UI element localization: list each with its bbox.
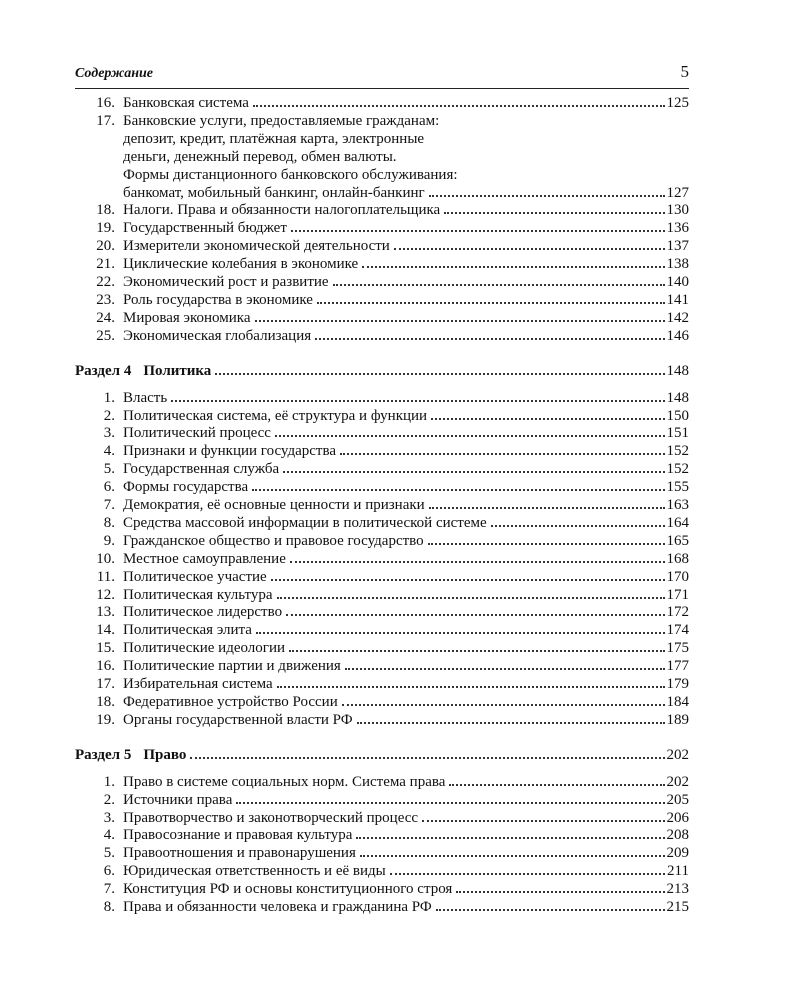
- entry-number: 9.: [103, 532, 115, 549]
- entry-number: 5.: [103, 461, 115, 478]
- entry-body: [123, 712, 689, 730]
- entry-number: 17.: [96, 676, 115, 693]
- entry-page-number: 165: [666, 532, 689, 549]
- entry-body: [123, 676, 689, 694]
- toc-entry: [75, 899, 689, 917]
- entry-last-line: [123, 881, 689, 899]
- dot-leader: [428, 543, 665, 545]
- entry-last-line: [123, 658, 689, 676]
- entry-number: 15.: [96, 640, 115, 657]
- toc-entry: [75, 810, 689, 828]
- entry-body: [123, 640, 689, 658]
- entry-title: Демократия, её основные ценности и признаки: [123, 497, 425, 514]
- entry-page-number: 152: [666, 461, 689, 478]
- entry-page-number: 142: [666, 309, 689, 326]
- entry-title: Политические идеологии: [123, 640, 285, 657]
- entry-title: Избирательная система: [123, 676, 273, 693]
- entry-title: Права и обязанности человека и гражданина РФ: [123, 899, 432, 916]
- entry-title: Налоги. Права и обязанности налогоплательщика: [123, 202, 441, 219]
- entry-last-line: [123, 256, 689, 274]
- toc-entry: [75, 408, 689, 426]
- toc-entry: [75, 328, 689, 346]
- entry-body: [123, 497, 689, 515]
- entry-body: [123, 533, 689, 551]
- entry-number: 23.: [96, 291, 115, 308]
- entry-last-line: [123, 515, 689, 533]
- toc-entry: [75, 310, 689, 328]
- dot-leader: [255, 320, 665, 322]
- entry-body: [123, 792, 689, 810]
- entry-title: Средства массовой информации в политической системе: [123, 514, 487, 531]
- toc-entry: [75, 443, 689, 461]
- toc-entry: [75, 425, 689, 443]
- entry-number: 7.: [103, 881, 115, 898]
- entry-page-number: 137: [666, 238, 689, 255]
- entry-last-line: [123, 810, 689, 828]
- section-title: Право: [143, 746, 187, 763]
- entry-page-number: 164: [666, 514, 689, 531]
- entry-last-line: [123, 328, 689, 346]
- entry-page-number: 175: [666, 640, 689, 657]
- entry-last-line: [123, 622, 689, 640]
- section-page-number: 148: [666, 362, 689, 379]
- entry-last-line: [123, 676, 689, 694]
- entry-number: 5.: [103, 845, 115, 862]
- dot-leader: [236, 802, 664, 804]
- entry-title: Местное самоуправление: [123, 550, 286, 567]
- dot-leader: [277, 597, 665, 599]
- entry-body: [123, 899, 689, 917]
- section-page-number: 202: [666, 746, 689, 763]
- entry-last-line: [123, 569, 689, 587]
- entry-title: Признаки и функции государства: [123, 443, 337, 460]
- entry-title: Политическая элита: [123, 622, 252, 639]
- entry-title: Государственный бюджет: [123, 220, 287, 237]
- entry-title: Федеративное устройство России: [123, 694, 338, 710]
- entry-page-number: 208: [666, 827, 689, 844]
- entry-number: 4.: [103, 443, 115, 460]
- entry-body: [123, 274, 689, 292]
- entry-page-number: 136: [666, 220, 689, 237]
- entry-last-line: [123, 774, 689, 792]
- dot-leader: [422, 820, 664, 822]
- toc-entry: [75, 390, 689, 408]
- entry-page-number: 206: [666, 809, 689, 826]
- entry-last-line: [123, 533, 689, 551]
- entry-body: [123, 408, 689, 426]
- entry-body: [123, 827, 689, 845]
- entry-number: 13.: [96, 604, 115, 621]
- running-head: [75, 62, 689, 89]
- toc-entry: [75, 551, 689, 569]
- entry-last-line: [123, 185, 689, 203]
- dot-leader: [456, 891, 664, 893]
- entry-page-number: 179: [666, 676, 689, 693]
- entry-number: 20.: [96, 238, 115, 255]
- entry-body: [123, 425, 689, 443]
- entry-page-number: 163: [666, 497, 689, 514]
- dot-leader: [252, 489, 664, 491]
- entry-last-line: [123, 443, 689, 461]
- entry-page-number: 205: [666, 791, 689, 808]
- dot-leader: [275, 435, 665, 437]
- entry-page-number: 177: [666, 658, 689, 675]
- dot-leader: [215, 373, 664, 375]
- entry-body: [123, 220, 689, 238]
- entry-title: Право в системе социальных норм. Система права: [123, 773, 446, 790]
- toc-entry: [75, 863, 689, 881]
- entry-page-number: 189: [666, 711, 689, 728]
- entry-number: 11.: [96, 568, 115, 585]
- entry-body: [123, 479, 689, 497]
- entry-number: 4.: [103, 827, 115, 844]
- entry-number: 8.: [103, 899, 115, 916]
- entry-body: [123, 845, 689, 863]
- toc-entry: [75, 881, 689, 899]
- toc-entry: [75, 827, 689, 845]
- entry-number: 17.: [96, 112, 115, 129]
- entry-page-number: 130: [666, 202, 689, 219]
- entry-title: Правоотношения и правонарушения: [123, 845, 356, 862]
- toc-entry: [75, 587, 689, 605]
- entry-last-line: [123, 292, 689, 310]
- entry-title: Роль государства в экономике: [123, 291, 313, 308]
- entry-number: 1.: [103, 773, 115, 790]
- toc-entry: [75, 676, 689, 694]
- entry-body: [123, 604, 689, 622]
- entry-last-line: [123, 845, 689, 863]
- dot-leader: [253, 105, 665, 107]
- entry-number: 22.: [96, 274, 115, 291]
- entry-number: 14.: [96, 622, 115, 639]
- section-label: Раздел 5: [75, 746, 132, 763]
- entry-body: [123, 202, 689, 220]
- entry-title: Политический процесс: [123, 425, 271, 442]
- toc-entry: [75, 640, 689, 658]
- entry-body: [123, 569, 689, 587]
- entry-body: [123, 881, 689, 899]
- toc-entry: [75, 292, 689, 310]
- toc-entry: [75, 622, 689, 640]
- entry-body: [123, 587, 689, 605]
- entry-title: банкомат, мобильный банкинг, онлайн-банкинг: [123, 184, 425, 201]
- entry-title: Измерители экономической деятельности: [123, 238, 390, 255]
- entry-last-line: [123, 863, 689, 881]
- entry-last-line: [123, 390, 689, 408]
- toc-entry: [75, 533, 689, 551]
- entry-number: 16.: [96, 658, 115, 675]
- entry-last-line: [123, 694, 689, 712]
- dot-leader: [436, 909, 665, 911]
- dot-leader: [390, 873, 665, 875]
- toc-entry: [75, 694, 689, 712]
- book-page: [75, 62, 689, 917]
- toc-entry: [75, 515, 689, 533]
- section-title: Политика: [143, 362, 212, 379]
- toc-entry: [75, 238, 689, 256]
- entry-last-line: [123, 640, 689, 658]
- toc-entry: [75, 845, 689, 863]
- entry-number: 18.: [96, 202, 115, 219]
- running-head-title: Содержание: [75, 66, 153, 81]
- entry-number: 6.: [103, 479, 115, 496]
- entry-title-line: деньги, денежный перевод, обмен валюты.: [123, 148, 397, 165]
- section-heading: [75, 747, 689, 765]
- entry-body: [123, 390, 689, 408]
- entry-number: 18.: [96, 694, 115, 710]
- dot-leader: [340, 453, 664, 455]
- entry-number: 6.: [103, 863, 115, 880]
- entry-last-line: [123, 827, 689, 845]
- entry-page-number: 209: [666, 845, 689, 862]
- dot-leader: [360, 855, 665, 857]
- toc-entry: [75, 461, 689, 479]
- entry-page-number: 155: [666, 479, 689, 496]
- entry-last-line: [123, 238, 689, 256]
- entry-page-number: 127: [666, 184, 689, 201]
- entry-title: Политическая система, её структура и функции: [123, 407, 428, 424]
- entry-last-line: [123, 202, 689, 220]
- entry-page-number: 171: [666, 586, 689, 603]
- entry-number: 16.: [96, 95, 115, 111]
- entry-number: 21.: [96, 256, 115, 273]
- dot-leader: [429, 507, 665, 509]
- entry-last-line: [123, 587, 689, 605]
- entry-body: [123, 256, 689, 274]
- entry-number: 1.: [103, 389, 115, 406]
- entry-body: [123, 461, 689, 479]
- toc-entry: [75, 569, 689, 587]
- entry-title: Гражданское общество и правовое государство: [123, 532, 424, 549]
- dot-leader: [291, 230, 665, 232]
- entry-last-line: [123, 95, 689, 113]
- toc-entry: [75, 220, 689, 238]
- entry-body: [123, 443, 689, 461]
- entry-number: 25.: [96, 327, 115, 344]
- entry-body: [123, 622, 689, 640]
- entry-number: 7.: [103, 497, 115, 514]
- entry-title: Государственная служба: [123, 461, 280, 478]
- entry-page-number: 184: [666, 694, 689, 710]
- entry-last-line: [123, 220, 689, 238]
- entry-number: 8.: [103, 514, 115, 531]
- dot-leader: [431, 418, 664, 420]
- entry-body: [123, 113, 689, 203]
- entry-title: Конституция РФ и основы конституционного строя: [123, 881, 453, 898]
- entry-title: Циклические колебания в экономике: [123, 256, 359, 273]
- dot-leader: [356, 837, 664, 839]
- entry-title: Власть: [123, 389, 168, 406]
- entry-page-number: 168: [666, 550, 689, 567]
- entry-page-number: 152: [666, 443, 689, 460]
- toc-entry: [75, 497, 689, 515]
- dot-leader: [171, 400, 664, 402]
- entry-title: Мировая экономика: [123, 309, 251, 326]
- entry-body: [123, 863, 689, 881]
- toc-entry: [75, 792, 689, 810]
- entry-body: [123, 810, 689, 828]
- entry-title: Формы государства: [123, 479, 249, 496]
- section-heading: [75, 363, 689, 381]
- entry-last-line: [123, 310, 689, 328]
- entry-number: 10.: [96, 550, 115, 567]
- entry-page-number: 174: [666, 622, 689, 639]
- toc-entry: [75, 95, 689, 113]
- entry-page-number: 125: [666, 95, 689, 111]
- dot-leader: [317, 302, 665, 304]
- entry-last-line: [123, 551, 689, 569]
- entry-title: Экономическая глобализация: [123, 327, 312, 344]
- dot-leader: [289, 650, 665, 652]
- entry-body: [123, 694, 689, 712]
- toc-entry: [75, 712, 689, 730]
- entry-last-line: [123, 274, 689, 292]
- entry-last-line: [123, 408, 689, 426]
- entry-title: Правосознание и правовая культура: [123, 827, 353, 844]
- dot-leader: [256, 632, 665, 634]
- entry-page-number: 140: [666, 274, 689, 291]
- entry-title-line: депозит, кредит, платёжная карта, электронные: [123, 130, 425, 147]
- dot-leader: [362, 266, 664, 268]
- dot-leader: [277, 686, 665, 688]
- dot-leader: [271, 579, 665, 581]
- table-of-contents: [75, 95, 689, 917]
- entry-page-number: 138: [666, 256, 689, 273]
- toc-entry: [75, 774, 689, 792]
- toc-entry: [75, 658, 689, 676]
- dot-leader: [190, 757, 664, 759]
- entry-page-number: 148: [666, 389, 689, 406]
- entry-title-line: Банковские услуги, предоставляемые гражданам:: [123, 112, 440, 129]
- dot-leader: [315, 338, 664, 340]
- entry-number: 3.: [103, 809, 115, 826]
- entry-page-number: 146: [666, 327, 689, 344]
- dot-leader: [342, 704, 665, 706]
- entry-last-line: [123, 712, 689, 730]
- toc-entry: [75, 113, 689, 203]
- dot-leader: [283, 471, 664, 473]
- dot-leader: [429, 195, 665, 197]
- entry-page-number: 141: [666, 291, 689, 308]
- entry-number: 24.: [96, 309, 115, 326]
- entry-last-line: [123, 425, 689, 443]
- dot-leader: [333, 284, 665, 286]
- entry-page-number: 211: [667, 863, 689, 880]
- entry-page-number: 215: [666, 899, 689, 916]
- dot-leader: [345, 668, 665, 670]
- dot-leader: [449, 784, 664, 786]
- entry-page-number: 151: [666, 425, 689, 442]
- section-label: Раздел 4: [75, 362, 132, 379]
- dot-leader: [444, 212, 664, 214]
- entry-body: [123, 310, 689, 328]
- entry-page-number: 213: [666, 881, 689, 898]
- entry-title: Политическое лидерство: [123, 604, 283, 621]
- entry-last-line: [123, 479, 689, 497]
- entry-title: Юридическая ответственность и её виды: [123, 863, 386, 880]
- entry-number: 2.: [103, 791, 115, 808]
- entry-title: Источники права: [123, 791, 233, 808]
- page-number: 5: [680, 62, 689, 81]
- entry-title: Банковская система: [123, 95, 249, 111]
- entry-body: [123, 515, 689, 533]
- entry-title: Политические партии и движения: [123, 658, 341, 675]
- entry-body: [123, 238, 689, 256]
- dot-leader: [286, 614, 664, 616]
- dot-leader: [394, 248, 665, 250]
- entry-title: Политическое участие: [123, 568, 267, 585]
- dot-leader: [357, 722, 665, 724]
- entry-body: [123, 658, 689, 676]
- entry-number: 3.: [103, 425, 115, 442]
- toc-entry: [75, 274, 689, 292]
- entry-body: [123, 328, 689, 346]
- entry-title-line: Формы дистанционного банковского обслуживания:: [123, 166, 458, 183]
- entry-number: 12.: [96, 586, 115, 603]
- toc-entry: [75, 202, 689, 220]
- entry-number: 19.: [96, 711, 115, 728]
- entry-page-number: 172: [666, 604, 689, 621]
- entry-title: Экономический рост и развитие: [123, 274, 329, 291]
- entry-last-line: [123, 497, 689, 515]
- entry-number: 2.: [103, 407, 115, 424]
- entry-body: [123, 292, 689, 310]
- entry-title: Политическая культура: [123, 586, 273, 603]
- entry-title: Органы государственной власти РФ: [123, 711, 353, 728]
- entry-last-line: [123, 792, 689, 810]
- dot-leader: [290, 561, 665, 563]
- toc-entry: [75, 479, 689, 497]
- toc-entry: [75, 604, 689, 622]
- entry-number: 19.: [96, 220, 115, 237]
- dot-leader: [491, 525, 665, 527]
- entry-last-line: [123, 899, 689, 917]
- entry-page-number: 202: [666, 773, 689, 790]
- entry-page-number: 150: [666, 407, 689, 424]
- entry-body: [123, 551, 689, 569]
- entry-last-line: [123, 461, 689, 479]
- toc-entry: [75, 256, 689, 274]
- entry-body: [123, 95, 689, 113]
- entry-page-number: 170: [666, 568, 689, 585]
- entry-body: [123, 774, 689, 792]
- entry-title: Правотворчество и законотворческий процесс: [123, 809, 419, 826]
- entry-last-line: [123, 604, 689, 622]
